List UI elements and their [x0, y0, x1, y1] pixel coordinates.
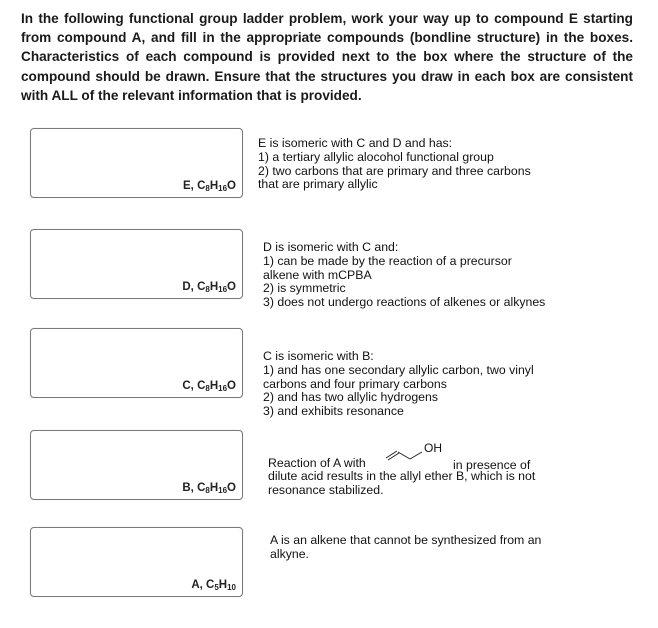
box-label-b: B, $C_8H_{16}O$ — [182, 482, 236, 495]
description-b: Reaction of A with OH in presence of dilute acid results in the allyl ether B, which is not resonance stabilized. — [268, 455, 568, 498]
description-a: A is an alkene that cannot be synthesized from an alkyne. — [270, 533, 542, 561]
reagent-line: Reaction of A with OH in presence of — [268, 441, 531, 472]
answer-box-e[interactable] — [30, 128, 243, 198]
instructions-paragraph: In the following functional group ladder problem, work your way up to compound E starting from compound A, and fill in the appropriate compounds (bondline structure) in the boxes. Characteristics of each compound is provided next to the box where the structure of the compound should be drawn. Ensure that the structures you draw in each box are consistent with ALL of the relevant information that is provided. — [21, 11, 633, 103]
answer-box-a[interactable] — [30, 527, 243, 597]
hydroxyl-label: OH — [424, 441, 442, 455]
answer-box-b[interactable] — [30, 430, 243, 500]
answer-box-d[interactable] — [30, 229, 243, 299]
box-label-a: A, $C_5H_{10}$ — [191, 579, 236, 592]
description-c: C is isomeric with B: 1) and has one secondary allylic carbon, two vinyl carbons and four primary carbons 2) and has two allylic hydrogens 3) and exhibits resonance — [263, 349, 534, 419]
box-label-e: E, $C_8H_{16}O$ — [183, 180, 236, 193]
description-e: E is isomeric with C and D and has: 1) a tertiary allylic alocohol functional group 2) two carbons that are primary and three carbons that are primary allylic — [258, 136, 531, 192]
box-label-d: D, $C_8H_{16}O$ — [182, 281, 236, 294]
box-label-c: C, $C_8H_{16}O$ — [182, 380, 236, 393]
description-d: D is isomeric with C and: 1) can be made by the reaction of a precursor alkene with mCPBA 2) is symmetric 3) does not undergo reactions of alkenes or alkynes — [263, 240, 546, 310]
allyl-alcohol-structure — [384, 444, 426, 466]
answer-box-c[interactable] — [30, 328, 243, 398]
